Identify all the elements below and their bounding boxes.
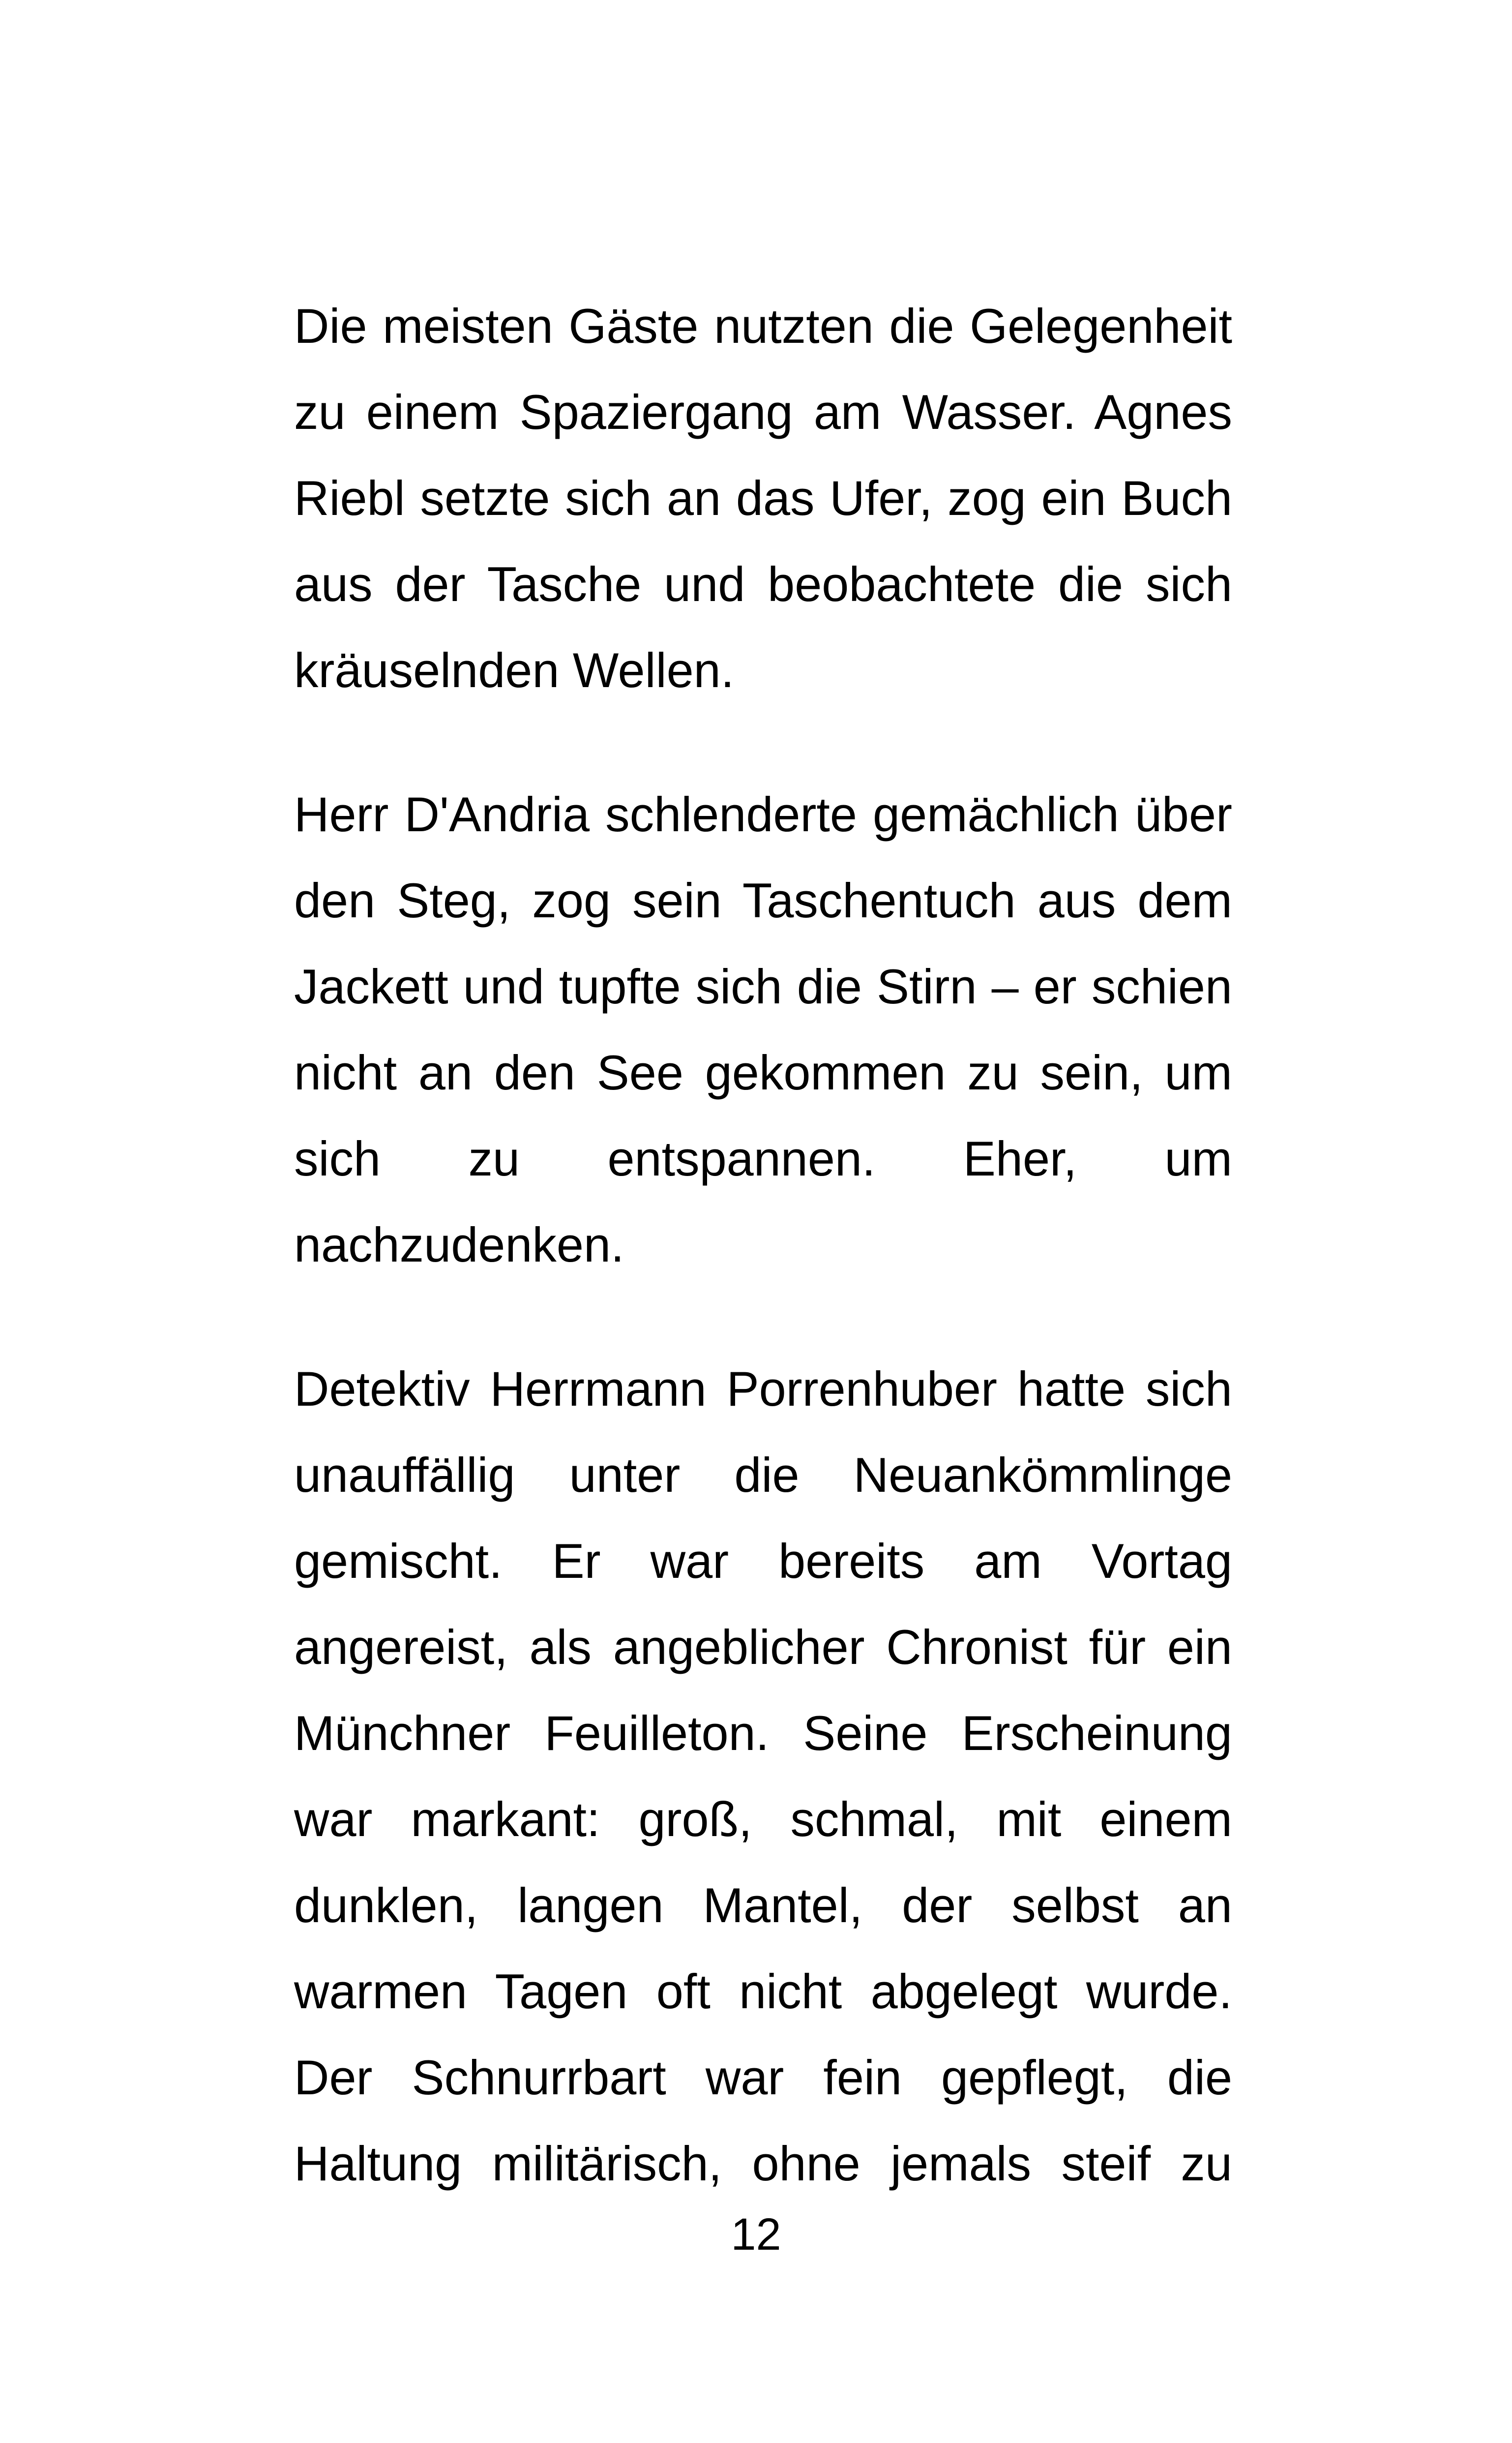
- paragraph-2: Herr D'Andria schlenderte gemächlich über den Steg, zog sein Taschentuch aus dem Jackett und tupfte sich die Stirn – er schien nicht an den See gekommen zu sein, um sich zu entspannen. Eher, um nachzudenken.: [294, 787, 1232, 1272]
- paragraph-1: Die meisten Gäste nutzten die Gelegenheit zu einem Spaziergang am Wasser. Agnes Riebl setzte sich an das Ufer, zog ein Buch aus der Tasche und beobachtete die sich kräuselnden Wellen.: [294, 299, 1232, 697]
- page-number: 12: [731, 2209, 781, 2260]
- body-text: [294, 283, 1232, 2206]
- paragraph-3: Detektiv Herrmann Porrenhuber hatte sich unauffällig unter die Neuankömmlinge gemischt. Er war bereits am Vortag angereist, als angeblicher Chronist für ein Münchner Feuilleton. Seine Erscheinung war markant: groß, schmal, mit einem dunklen, langen Mantel, der selbst an warmen Tagen oft nicht abgelegt wurde. Der Schnurrbart war fein gepflegt, die Haltung militärisch, ohne jemals steif zu: [294, 1361, 1232, 2191]
